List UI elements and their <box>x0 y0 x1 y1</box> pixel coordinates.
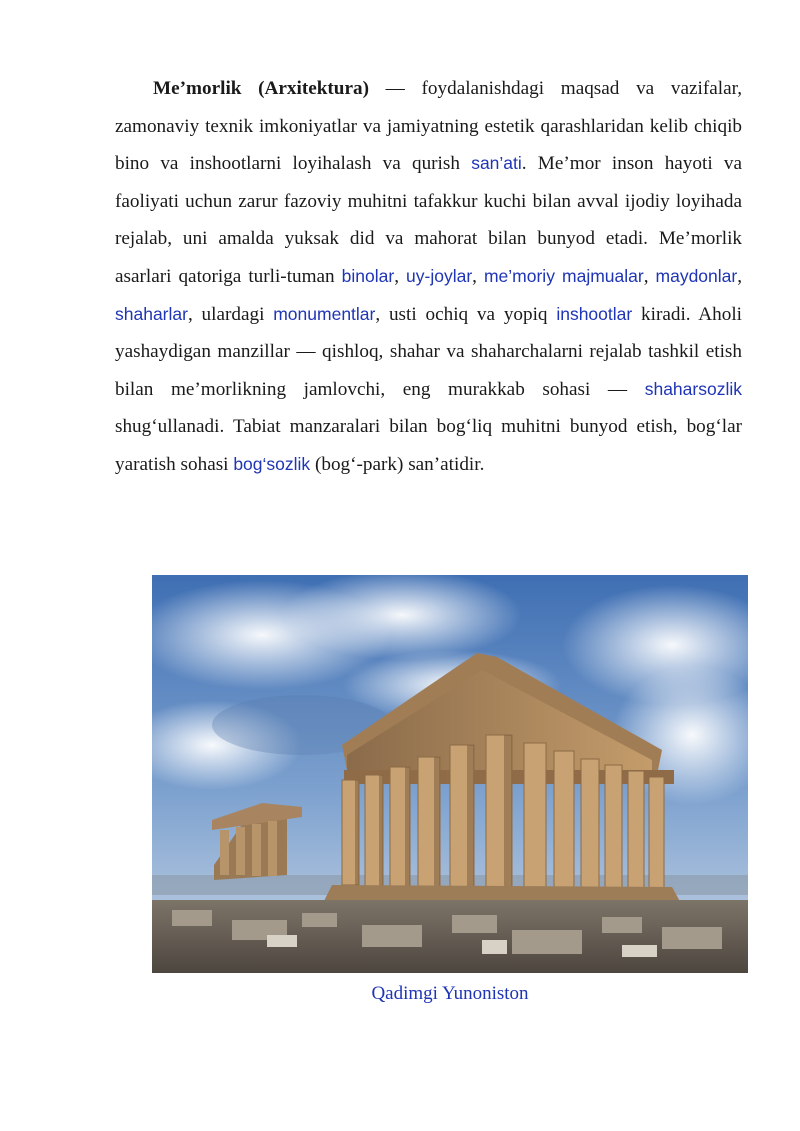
link-maydonlar[interactable]: maydonlar <box>655 265 738 286</box>
link-memoriy-majmualar[interactable]: me’moriy majmualar <box>483 265 644 286</box>
link-sanati[interactable]: san’ati <box>471 153 522 174</box>
link-uy-joylar[interactable]: uy-joylar <box>406 265 473 286</box>
text-segment: (bog‘-park) san’atidir. <box>310 453 485 475</box>
link-inshootlar[interactable]: inshootlar <box>556 303 633 324</box>
link-shaharsozlik[interactable]: shaharsozlik <box>644 378 742 399</box>
link-binolar[interactable]: binolar <box>341 265 395 286</box>
text-segment: , <box>737 265 743 287</box>
link-monumentlar[interactable]: monumentlar <box>273 303 376 324</box>
text-segment: , <box>394 265 407 287</box>
text-segment: shug‘ullanadi. Tabiat manzaralari bilan bog‘liq muhitni bunyod etish, bog‘lar yaratish sohasi <box>115 416 742 475</box>
parthenon-photo <box>152 575 748 973</box>
text-segment: . Me’mor inson hayoti va faoliyati uchun zarur fazoviy muhitni tafakkur kuchi bilan avval ijodiy loyihada rejalab, uni amalda yuksak did va mahorat bilan bunyod etadi. Me’morlik asarlari qatoriga turli-tuman <box>115 153 742 287</box>
body-paragraph <box>115 70 742 484</box>
parthenon-illustration <box>152 575 748 973</box>
text-segment: , ulardagi <box>187 303 274 325</box>
text-segment: , <box>643 265 656 287</box>
link-bogsozlik[interactable]: bog‘sozlik <box>233 453 311 474</box>
figure-caption: Qadimgi Yunoniston <box>371 983 529 1004</box>
term-heading: Me’morlik (Arxitektura) <box>153 78 369 99</box>
text-segment: — foydalanishdagi maqsad va vazifalar, zamonaviy texnik imkoniyatlar va jamiyatning estetik qarashlaridan kelib chiqib bino va inshootlarni loyihalash va qurish <box>115 78 742 175</box>
text-segment: , usti ochiq va yopiq <box>375 303 557 325</box>
text-segment: , <box>472 265 484 287</box>
text-segment: kiradi. Aholi yashaydigan manzillar — qishloq, shahar va shaharchalarni rejalab tashkil etish bilan me’morlikning jamlovchi, eng murakkab sohasi — <box>115 303 743 400</box>
link-shaharlar[interactable]: shaharlar <box>115 303 188 324</box>
